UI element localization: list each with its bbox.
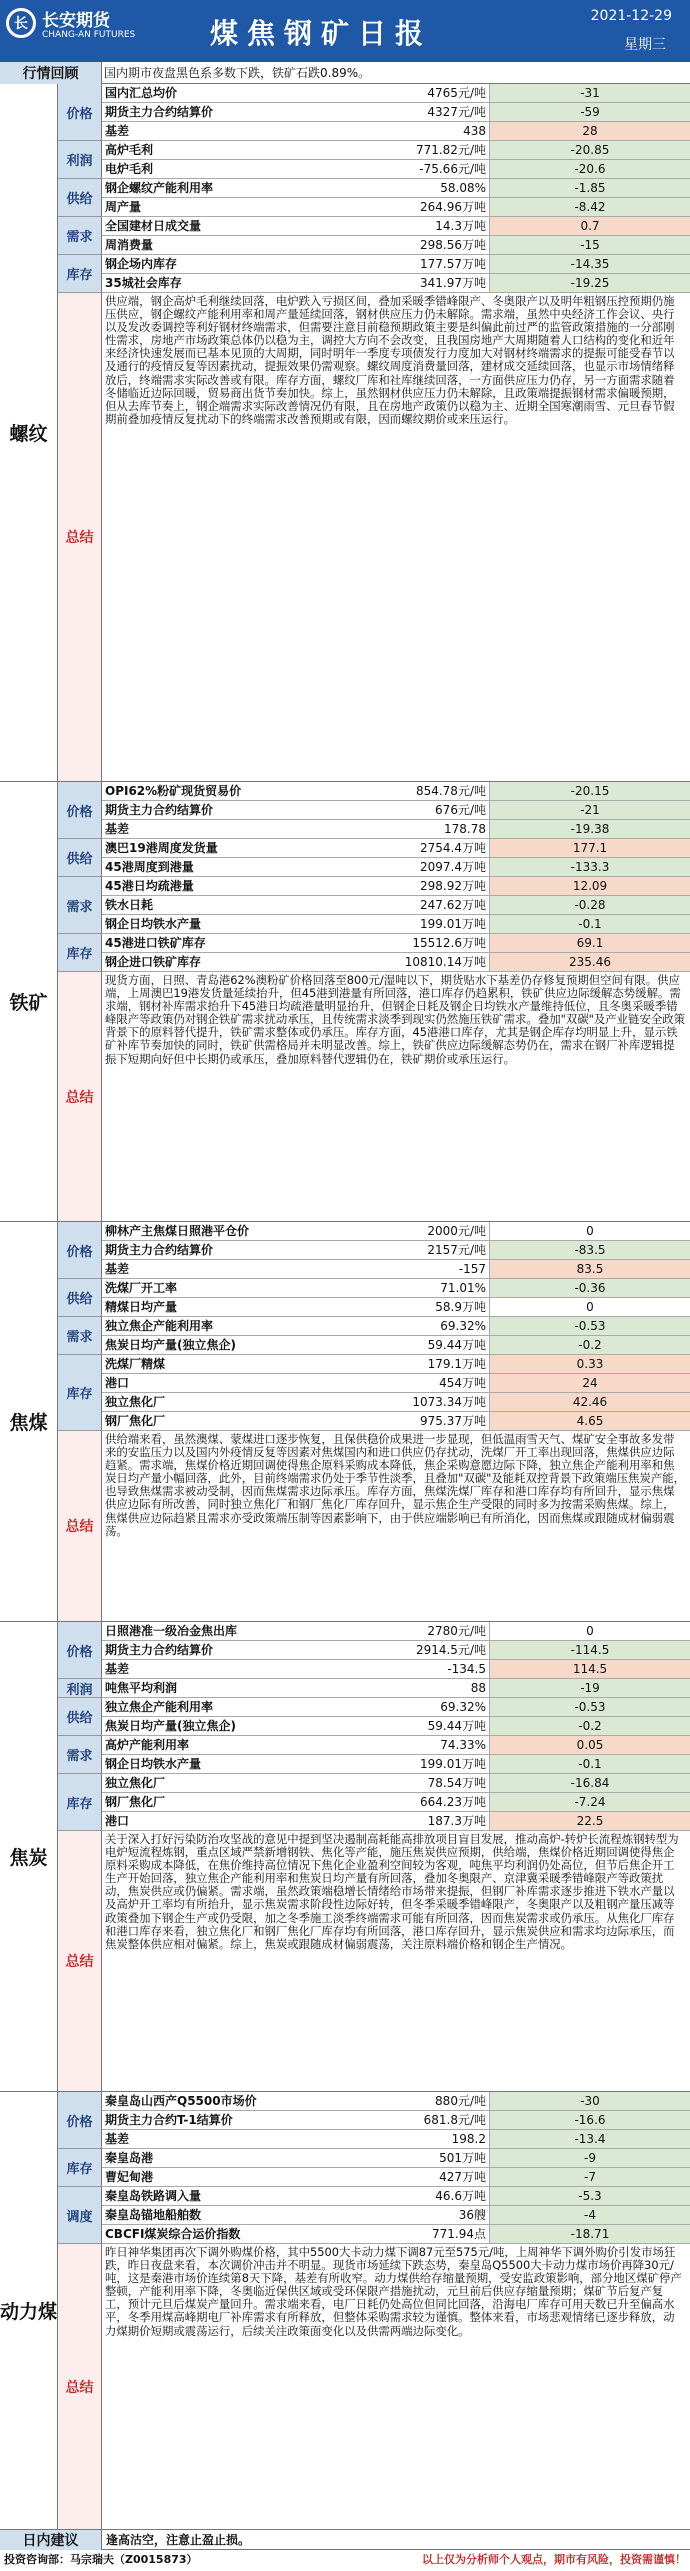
section-name: 焦煤 (0, 1222, 58, 1621)
indicator-value: 2097.4万吨 (420, 860, 486, 874)
data-row (102, 1222, 690, 1241)
indicator-change: 24 (490, 1374, 690, 1392)
data-row (102, 1812, 690, 1831)
indicator-name: 基差 (105, 1662, 130, 1676)
category-label: 调度 (58, 2187, 102, 2244)
data-row (102, 1698, 690, 1717)
indicator-value: 10810.14万吨 (404, 955, 486, 969)
indicator-change: 69.1 (490, 934, 690, 952)
category-label: 利润 (58, 141, 102, 179)
indicator-change: -19 (490, 1679, 690, 1697)
indicator-name: 钢企螺纹产能利用率 (105, 181, 214, 195)
data-row (102, 103, 690, 122)
indicator-value: -75.66元/吨 (419, 162, 486, 176)
indicator-change: -83.5 (490, 1241, 690, 1259)
summary-label: 总结 (58, 972, 102, 1221)
category-label: 需求 (58, 217, 102, 255)
company-name-en: CHANG-AN FUTURES (42, 30, 136, 40)
summary-text: 供应端，钢企高炉毛利继续回落，电炉跌入亏损区间，叠加采暖季错峰限产、冬奥限产以及明年粗钢压控预期仍施压供应，钢企螺纹产能利用率和周产量延续回落，钢材供应压力仍未解除。需求端，虽然中央经济工作会议、央行以及发改委调控等利好钢材终端需求，但需要注意目前稳预期政策主要是纠偏此前过严的监管政策措施的一分部刚性需求，房地产市场政策总体仍以稳为主，调控大方向不会改变，且我国房地产大周期随着人口结构的变化和近年来经济快速发展而已基本见顶的大周期，同时明年一季度专项债发行力度加大对钢材终端需求的提振可能受春节以及通行的疫情反复等因素扰动，提振效果仍需观察。螺纹周度消费量回落，建材成交延续回落，也显示市场情绪释放后，终端需求实际改善或有限。库存方面，螺纹厂库和社库继续回落，一方面供应压力仍存，另一方面需求随着冬储临近边际回暖，贸易商出货节奏加快。综上，虽然钢材供应压力仍未解除，且政策端提振钢材需求偏暖预期，但从去库节奏上，钢企端需求实际改善情况仍有限，且在房地产政策仍以稳为主、近期全国寒潮雨雪、元旦春节假期前叠加疫情反复扰动下的终端需求改善预期或有限，因而螺纹期价或来压运行。 (105, 295, 675, 426)
indicator-value: 69.32% (440, 1700, 486, 1714)
indicator-change: -0.1 (490, 1755, 690, 1773)
data-row (102, 2206, 690, 2225)
data-row (102, 915, 690, 934)
indicator-name: 周产量 (105, 200, 142, 214)
indicator-name: 曹妃甸港 (105, 2170, 154, 2184)
category-label: 库存 (58, 1355, 102, 1431)
indicator-change: 28 (490, 122, 690, 140)
data-row (102, 1755, 690, 1774)
indicator-name: 日照港准一级冶金焦出库 (105, 1624, 238, 1638)
indicator-change: -21 (490, 801, 690, 819)
data-row (102, 934, 690, 953)
summary-text: 昨日神华集团再次下调外购煤价格，其中5500大卡动力煤下调87元至575元/吨，上周神华下调外购价引发市场狂跌，昨日夜盘来看，本次调价冲击并不明显。现货市场延续下跌态势，秦皇岛Q5500大卡动力煤市场价再降30元/吨，这是秦港市场价连续第8天下降，基差有所收窄。动力煤供给存缩量预期，受安监政策影响，部分地区煤矿停产整顿，产能利用率下降，冬奥临近保供区域或受环保限产措施扰动，元旦前后供应存缩量预期；煤矿节后复产复工，预计元旦后煤炭产量回升。需求端来看，电厂日耗仍处高位但同比回落，沿海电厂库存可用天数已升至偏高水平，冬季用煤高峰期电厂补库需求有所释放，但整体采购需求较为谨慎。整体来看，市场悲观情绪已逐步释放，动力煤期价短期或震荡运行，后续关注政策面变化以及供需两端边际变化。 (105, 2246, 682, 2338)
indicator-value: 58.9万吨 (435, 1300, 486, 1314)
indicator-value: 179.1万吨 (427, 1357, 486, 1371)
indicator-name: 35城社会库存 (105, 276, 182, 290)
data-row (102, 1298, 690, 1317)
report-header (0, 0, 690, 62)
indicator-value: 46.6万吨 (435, 2189, 486, 2203)
indicator-value: 771.94点 (432, 2227, 486, 2241)
indicator-value: 2157元/吨 (427, 1243, 486, 1257)
indicator-value: 2754.4万吨 (420, 841, 486, 855)
indicator-name: 港口 (105, 1376, 130, 1390)
indicator-value: 199.01万吨 (420, 917, 486, 931)
data-row (102, 953, 690, 972)
indicator-value: 177.57万吨 (420, 257, 486, 271)
data-row (102, 2111, 690, 2130)
indicator-value: 59.44万吨 (427, 1338, 486, 1352)
section-0 (0, 84, 690, 782)
indicator-name: 独立焦企产能利用率 (105, 1700, 214, 1714)
indicator-name: 国内汇总均价 (105, 86, 178, 100)
indicator-change: 12.09 (490, 877, 690, 895)
indicator-change: 0 (586, 1624, 594, 1638)
category-label: 供给 (58, 179, 102, 217)
indicator-name: CBCFI煤炭综合运价指数 (105, 2227, 241, 2241)
data-row (102, 179, 690, 198)
category-label: 价格 (58, 1222, 102, 1279)
indicator-name: 柳林产主焦煤日照港平仓价 (105, 1224, 250, 1238)
indicator-value: 78.54万吨 (427, 1776, 486, 1790)
category-label: 库存 (58, 1774, 102, 1831)
category-label: 需求 (58, 1736, 102, 1774)
data-row (102, 839, 690, 858)
indicator-change: -19.38 (490, 820, 690, 838)
indicator-value: 298.56万吨 (420, 238, 486, 252)
data-row (102, 2149, 690, 2168)
indicator-change: -0.36 (490, 1279, 690, 1297)
indicator-value: 664.23万吨 (420, 1795, 486, 1809)
indicator-change: -16.6 (490, 2111, 690, 2129)
intraday-advice-text: 逢高沽空，注意止盈止损。 (106, 2533, 251, 2547)
indicator-name: 港口 (105, 1814, 130, 1828)
data-row (102, 1622, 690, 1641)
indicator-name: 铁水日耗 (105, 898, 154, 912)
section-1 (0, 782, 690, 1222)
indicator-name: 期货主力合约结算价 (105, 1643, 214, 1657)
data-row (102, 858, 690, 877)
indicator-value: 14.3万吨 (435, 219, 486, 233)
indicator-value: 74.33% (440, 1738, 486, 1752)
indicator-name: 钢企场内库存 (105, 257, 178, 271)
indicator-change: -30 (490, 2092, 690, 2110)
summary-text: 现货方面，日照、青岛港62%澳粉矿价格回落至800元/湿吨以下，期货贴水下基差仍存修复预期但空间有限。供应端，上周澳巴19港发货量延续抬升，但45港到港量有所回落，港口库存仍趋累积，铁矿供应边际缓解态势缓解。需求端，钢材补库需求抬升下45港日均疏港量明显抬升，但钢企日耗及钢企日均铁水产量维持低位，且冬奥采暖季错峰限产等政策仍对钢企铁矿需求扰动承压，且传统需求淡季到现实仍然施压铁矿需求。叠加"双碳"及产业链安全政策背景下的原料替代提升，铁矿需求整体或仍承压。库存方面，45港港口库存，尤其是钢企库存均明显上升，显示铁矿补库节奏加快的同时，铁矿供需格局并未明显改善。综上，铁矿供应边际缓解态势仍在，需求在钢厂补库逻辑提振下短期向好但中长期仍或承压，叠加原料替代逻辑仍在，铁矿期价或承压运行。 (105, 974, 685, 1066)
indicator-name: 周消费量 (105, 238, 154, 252)
summary-label: 总结 (58, 1831, 102, 2091)
indicator-name: 秦皇岛港 (105, 2151, 154, 2165)
indicator-change: 0.05 (490, 1736, 690, 1754)
data-row (102, 1717, 690, 1736)
summary-label: 总结 (58, 2244, 102, 2529)
market-review-text: 国内期市夜盘黑色系多数下跌，铁矿石跌0.89%。 (104, 66, 371, 80)
indicator-value: 298.92万吨 (420, 879, 486, 893)
indicator-change: -0.1 (490, 915, 690, 933)
category-label: 供给 (58, 1698, 102, 1736)
section-name: 焦炭 (0, 1622, 58, 2091)
indicator-value: 247.62万吨 (420, 898, 486, 912)
indicator-value: 198.2 (451, 2132, 486, 2146)
data-row (102, 122, 690, 141)
category-label: 库存 (58, 934, 102, 972)
indicator-name: 秦皇岛山西产Q5500市场价 (105, 2094, 257, 2108)
indicator-change: -15 (490, 236, 690, 254)
indicator-name: 期货主力合约结算价 (105, 803, 214, 817)
indicator-value: 341.97万吨 (420, 276, 486, 290)
intraday-advice-label: 日内建议 (0, 2530, 102, 2550)
indicator-change: -20.15 (490, 782, 690, 800)
category-label: 供给 (58, 839, 102, 877)
indicator-value: 501万吨 (439, 2151, 486, 2165)
indicator-change: -59 (490, 103, 690, 121)
indicator-change: -0.2 (490, 1336, 690, 1354)
indicator-value: 88 (470, 1681, 486, 1695)
indicator-change: 4.65 (490, 1412, 690, 1430)
data-row (102, 1736, 690, 1755)
category-label: 需求 (58, 877, 102, 934)
indicator-change: -1.85 (490, 179, 690, 197)
indicator-value: 59.44万吨 (427, 1719, 486, 1733)
indicator-change: -20.85 (490, 141, 690, 159)
report-weekday: 星期三 (624, 37, 666, 53)
indicator-name: 钢厂焦化厂 (105, 1414, 166, 1428)
report-title: 煤焦钢矿日报 (210, 17, 433, 50)
category-label: 供给 (58, 1279, 102, 1317)
indicator-name: 45港进口铁矿库存 (105, 936, 206, 950)
indicator-change: -7.24 (490, 1793, 690, 1811)
indicator-name: 期货主力合约T-1结算价 (105, 2113, 233, 2127)
indicator-value: 4327元/吨 (427, 105, 486, 119)
report-footer (0, 2552, 690, 2568)
indicator-change: 0 (586, 1224, 594, 1238)
section-2 (0, 1222, 690, 1622)
indicator-change: -114.5 (490, 1641, 690, 1659)
data-row (102, 198, 690, 217)
data-row (102, 217, 690, 236)
indicator-name: 澳巴19港周度发货量 (105, 841, 218, 855)
indicator-value: 681.8元/吨 (423, 2113, 486, 2127)
indicator-name: 45港周度到港量 (105, 860, 194, 874)
risk-disclaimer: 以上仅为分析师个人观点，期市有风险，投资需谨慎！ (422, 2553, 686, 2566)
indicator-change: -0.53 (490, 1317, 690, 1335)
market-review-row (0, 62, 690, 84)
indicator-change: 42.46 (490, 1393, 690, 1411)
indicator-change: -9 (490, 2149, 690, 2167)
indicator-value: -157 (458, 1262, 486, 1276)
summary-label: 总结 (58, 1431, 102, 1621)
data-row (102, 801, 690, 820)
indicator-change: 0.7 (490, 217, 690, 235)
category-label: 库存 (58, 2149, 102, 2187)
indicator-value: 36艘 (458, 2208, 486, 2222)
report-date: 2021-12-29 (590, 8, 672, 24)
data-row (102, 141, 690, 160)
indicator-name: 洗煤厂开工率 (105, 1281, 178, 1295)
indicator-change: -0.28 (490, 896, 690, 914)
indicator-value: 854.78元/吨 (415, 784, 486, 798)
indicator-name: 焦炭日均产量(独立焦企) (105, 1338, 236, 1352)
data-row (102, 1374, 690, 1393)
indicator-change: -14.35 (490, 255, 690, 273)
indicator-value: 4765元/吨 (427, 86, 486, 100)
data-row (102, 255, 690, 274)
indicator-change: -5.3 (490, 2187, 690, 2205)
summary-text: 供给端来看，虽然澳煤、蒙煤进口逐步恢复，且保供稳价成果进一步显现，但低温雨雪天气、煤矿安全事故多发带来的安监压力以及国内外疫情反复等因素对焦煤国内和进口供应仍存扰动，洗煤厂开工率出现回落，焦煤供应边际趋紧。需求端，焦煤价格近期回调使得焦企原料采购成本降低，焦企采购意愿边际下降，独立焦企产能利用率和焦炭日均产量小幅回落，此外，目前终端需求仍处于季节性淡季，且叠加"双碳"及能耗双控背景下政策端压焦炭产能，也导致焦煤需求被动受制，因而焦煤需求边际承压。库存方面，焦煤洗煤厂库存和港口库存均有所回升，显示焦煤供应边际有所改善，同时独立焦化厂和钢厂焦化厂库存回升，显示焦企生产受限的同时多为按需采购焦煤。综上，焦煤供应边际趋紧且需求亦受政策端压制等因素影响下，由于供应端影响已有所消化，因而焦煤或跟随成材偏弱震荡。 (105, 1433, 685, 1538)
indicator-name: 独立焦化厂 (105, 1395, 166, 1409)
intraday-advice-row (0, 2530, 690, 2550)
indicator-value: 438 (463, 124, 486, 138)
indicator-change: 0 (586, 1300, 594, 1314)
company-name: 长安期货 (42, 11, 110, 31)
indicator-name: 全国建材日成交量 (105, 219, 202, 233)
indicator-value: 187.3万吨 (427, 1814, 486, 1828)
indicator-name: 高炉毛利 (105, 143, 154, 157)
section-name: 动力煤 (0, 2092, 58, 2529)
data-row (102, 1793, 690, 1812)
indicator-name: OPI62%粉矿现货贸易价 (105, 784, 242, 798)
market-review-label: 行情回顾 (0, 62, 102, 84)
category-label: 价格 (58, 782, 102, 839)
indicator-value: 199.01万吨 (420, 1757, 486, 1771)
data-row (102, 236, 690, 255)
indicator-change: -13.4 (490, 2130, 690, 2148)
indicator-value: 880元/吨 (435, 2094, 486, 2108)
data-row (102, 1679, 690, 1698)
indicator-name: 钢企日均铁水产量 (105, 917, 202, 931)
indicator-name: 秦皇岛铁路调入量 (105, 2189, 202, 2203)
section-3 (0, 1622, 690, 2092)
data-row (102, 2168, 690, 2187)
data-row (102, 782, 690, 801)
indicator-change: -133.3 (490, 858, 690, 876)
indicator-change: -16.84 (490, 1774, 690, 1792)
indicator-change: -8.42 (490, 198, 690, 216)
data-row (102, 160, 690, 179)
data-row (102, 877, 690, 896)
indicator-value: 69.32% (440, 1319, 486, 1333)
data-row (102, 1336, 690, 1355)
indicator-value: 2000元/吨 (427, 1224, 486, 1238)
data-row (102, 1393, 690, 1412)
indicator-value: 71.01% (440, 1281, 486, 1295)
indicator-value: 454万吨 (439, 1376, 486, 1390)
indicator-change: 235.46 (490, 953, 690, 971)
section-name: 铁矿 (0, 782, 58, 1221)
company-logo-icon: 长 (6, 8, 36, 38)
indicator-change: 0.33 (490, 1355, 690, 1373)
category-label: 库存 (58, 255, 102, 293)
data-row (102, 2130, 690, 2149)
data-row (102, 1260, 690, 1279)
indicator-name: 秦皇岛锚地船舶数 (105, 2208, 202, 2222)
indicator-change: -7 (490, 2168, 690, 2186)
indicator-change: -4 (490, 2206, 690, 2224)
indicator-change: -31 (490, 84, 690, 102)
indicator-change: 114.5 (490, 1660, 690, 1678)
indicator-name: 独立焦企产能利用率 (105, 1319, 214, 1333)
indicator-change: 177.1 (490, 839, 690, 857)
indicator-change: -0.53 (490, 1698, 690, 1716)
indicator-value: 178.78 (444, 822, 486, 836)
category-label: 价格 (58, 1622, 102, 1679)
section-name: 螺纹 (0, 84, 58, 781)
indicator-value: 676元/吨 (435, 803, 486, 817)
data-row (102, 2187, 690, 2206)
indicator-name: 精煤日均产量 (105, 1300, 178, 1314)
indicator-change: -19.25 (490, 274, 690, 292)
category-label: 价格 (58, 84, 102, 141)
indicator-change: 22.5 (490, 1812, 690, 1830)
indicator-value: 975.37万吨 (420, 1414, 486, 1428)
indicator-name: 焦炭日均产量(独立焦企) (105, 1719, 236, 1733)
indicator-name: 45港日均疏港量 (105, 879, 194, 893)
category-label: 利润 (58, 1679, 102, 1698)
indicator-name: 洗煤厂精煤 (105, 1357, 166, 1371)
data-row (102, 2225, 690, 2244)
indicator-value: -134.5 (447, 1662, 486, 1676)
data-row (102, 1241, 690, 1260)
indicator-name: 基差 (105, 1262, 130, 1276)
indicator-name: 高炉产能利用率 (105, 1738, 190, 1752)
indicator-value: 1073.34万吨 (412, 1395, 486, 1409)
data-row (102, 1279, 690, 1298)
indicator-name: 电炉毛利 (105, 162, 154, 176)
indicator-value: 2780元/吨 (427, 1624, 486, 1638)
summary-text: 关于深入打好污染防治攻坚战的意见中提到坚决遏制高耗能高排放项目盲目发展，推动高炉-转炉长流程炼钢转型为电炉短流程炼钢，重点区域严禁新增钢铁、焦化等产能，施压焦炭供应预期，供给端，焦煤价格近期回调使得焦企原料采购成本降低，在焦价维持高位情况下焦化企业盈利空间较为客观，吨焦平均利润仍处高位，但节后焦企开工生产开始回落，独立焦企产能利用率和焦炭日均产量有所回落，叠加冬奥限产、京津冀采暖季错峰限产等政策扰动，焦炭供应或仍偏紧。需求端，虽然政策端稳增长情绪给市场带来提振，但钢厂补库需求逐步推进下铁水产量以及高炉开工率均有所抬升，显示焦炭需求阶段性边际好转，但冬季采暖季错峰限产，冬奥限产以及粗钢产量压减等政策叠加下钢企生产或仍受限，加之冬季施工淡季终端需求可能有所回落，因而焦炭需求或仍承压。从焦化厂库存和港口库存来看，独立焦化厂和钢厂焦化厂库存均有所回落，港口库存回升，显示焦炭供应和需求均边际承压，而焦炭整体供应相对偏紧。综上，焦炭或跟随成材偏弱震荡，关注原料端价格和钢企生产情况。 (105, 1833, 679, 1951)
indicator-name: 基差 (105, 2132, 130, 2146)
indicator-change: -0.2 (490, 1717, 690, 1735)
indicator-change: 83.5 (490, 1260, 690, 1278)
data-row (102, 1641, 690, 1660)
indicator-value: 58.08% (440, 181, 486, 195)
analyst-info: 投资咨询部：马宗瑞夫（Z0015873） (4, 2553, 198, 2566)
indicator-value: 15512.6万吨 (412, 936, 486, 950)
indicator-change: -18.71 (490, 2225, 690, 2243)
indicator-name: 钢厂焦化厂 (105, 1795, 166, 1809)
data-row (102, 1317, 690, 1336)
indicator-name: 钢企日均铁水产量 (105, 1757, 202, 1771)
data-row (102, 1355, 690, 1374)
indicator-name: 独立焦化厂 (105, 1776, 166, 1790)
summary-label: 总结 (58, 293, 102, 781)
data-row (102, 1774, 690, 1793)
indicator-name: 基差 (105, 822, 130, 836)
data-row (102, 820, 690, 839)
indicator-name: 期货主力合约结算价 (105, 105, 214, 119)
section-4 (0, 2092, 690, 2530)
data-row (102, 2092, 690, 2111)
indicator-value: 2914.5元/吨 (415, 1643, 486, 1657)
data-row (102, 896, 690, 915)
data-row (102, 84, 690, 103)
indicator-name: 吨焦平均利润 (105, 1681, 178, 1695)
indicator-value: 427万吨 (439, 2170, 486, 2184)
indicator-name: 钢企进口铁矿库存 (105, 955, 202, 969)
indicator-name: 期货主力合约结算价 (105, 1243, 214, 1257)
category-label: 需求 (58, 1317, 102, 1355)
data-row (102, 1412, 690, 1431)
data-row (102, 1660, 690, 1679)
indicator-change: -20.6 (490, 160, 690, 178)
category-label: 价格 (58, 2092, 102, 2149)
indicator-value: 771.82元/吨 (415, 143, 486, 157)
data-row (102, 274, 690, 293)
indicator-name: 基差 (105, 124, 130, 138)
indicator-value: 264.96万吨 (420, 200, 486, 214)
